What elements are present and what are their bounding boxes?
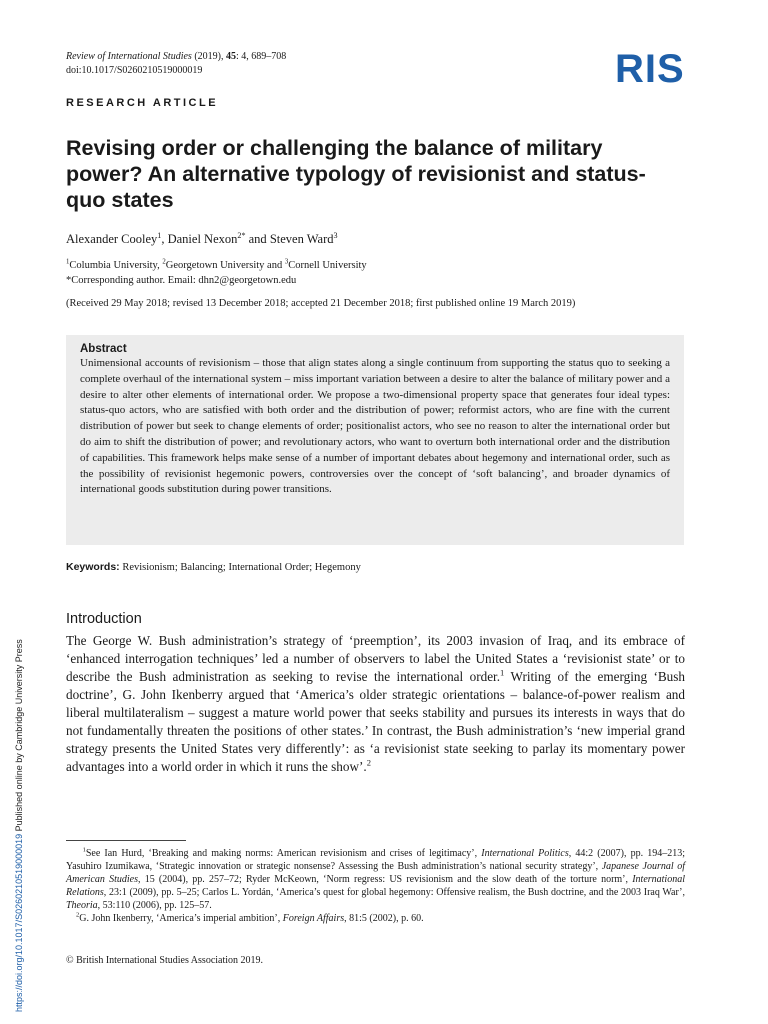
doi-link[interactable]: https://doi.org/10.1017/S0260210519000019 — [14, 833, 24, 1012]
journal-volume: 45 — [225, 51, 236, 62]
received-dates: (Received 29 May 2018; revised 13 December 2018; accepted 21 December 2018; first published online 19 March 2019) — [66, 298, 576, 309]
abstract-box — [66, 335, 684, 545]
footnote-ref[interactable]: 1 — [500, 667, 505, 678]
journal-doi: doi:10.1017/S0260210519000019 — [66, 65, 203, 76]
introduction-paragraph: The George W. Bush administration’s strategy of ‘preemption’, its 2003 invasion of Iraq, and its embrace of ‘enhanced interrogation techniques’ led a number of observers to label the United States a ‘revisionist state’ or to describe the Bush administration as seeking to revise the international order.$^1$ Writing of the emerging ‘Bush doctrine’, G. John Ikenberry argued that ‘America’s older strategic orientations – balance-of-power realism and liberal multilateralism – suggest a mature world power that seeks stability and pursues its interests in ways that do not fundamentally threaten the positions of other states.’ In contrast, the Bush administration’s ‘new imperial grand strategy presents the United States very differently’: as ‘a revisionist state seeking to parlay its momentary power advantages into a world order in which it runs the show’.$^2$ — [66, 633, 685, 774]
journal-citation — [66, 50, 286, 78]
journal-logo: RIS — [615, 47, 685, 91]
author-name: Alexander Cooley — [66, 232, 158, 246]
keywords — [66, 561, 361, 573]
article-type-label: RESEARCH ARTICLE — [66, 97, 219, 109]
footnote-divider — [66, 840, 186, 841]
footnotes — [66, 847, 685, 925]
abstract-text: Unimensional accounts of revisionism – those that align states along a single continuum from supporting the status quo to seeking a complete overhaul of the international system – miss important variation between a desire to alter the balance of military power and a desire to alter other elements of international order. We propose a two-dimensional property space that generates four ideal types: status-quo actors, who are satisfied with both order and the distribution of power; reformist actors, who are fine with the current distribution of power but seek to change elements of order; positionalist actors, who see no reason to alter the international order but do aim to shift the distribution of power; and revolutionary actors, who want to overturn both international order and the distribution of capabilities. This framework helps make sense of a number of important debates about hegemony and international order, such as the possibility of revisionist hegemonic powers, controversies over the concept of ‘soft balancing’, and broader dynamics of international goods substitution during power transitions. — [80, 357, 670, 496]
affiliations — [66, 258, 367, 288]
copyright-notice: © British International Studies Association 2019. — [66, 955, 264, 966]
affiliation-line: $^1$Columbia University, $^2$Georgetown University and $^3$Cornell University — [66, 258, 367, 271]
journal-name: Review of International Studies — [66, 51, 192, 62]
keywords-list: Revisionism; Balancing; International Order; Hegemony — [119, 562, 361, 573]
author-name: Steven Ward — [269, 232, 334, 246]
corresponding-author: *Corresponding author. Email: dhn2@georgetown.edu — [66, 275, 297, 286]
side-publication-note: https://doi.org/10.1017/S0260210519000019 Published online by Cambridge University Press — [14, 639, 24, 1012]
keywords-label: Keywords: — [66, 561, 120, 573]
author-list: Alexander Cooley$^1$, Daniel Nexon$^{2*}$ and Steven Ward$^3$ — [66, 230, 338, 246]
author-name: Daniel Nexon — [167, 232, 238, 246]
footnote-1: $^1$See Ian Hurd, ‘Breaking and making norms: American revisionism and crises of legitimacy’, International Politics, 44:2 (2007), pp. 194–213; Yasuhiro Izumikawa, ‘Strategic innovation or strategic nonsense? Assessing the Bush administration’s national security strategy’, Japanese Journal of American Studies, 15 (2004), pp. 257–72; Ryder McKeown, ‘Norm regress: US revisionism and the slow death of the torture norm’, International Relations, 23:1 (2009), pp. 5–25; Carlos L. Yordán, ‘America’s quest for global hegemony: Offensive realism, the Bush doctrine, and the 2003 Iraq War’, Theoria, 53:110 (2006), pp. 125–57. — [66, 846, 686, 911]
article-title: Revising order or challenging the balance of military power? An alternative typology of revisionist and status-quo states — [66, 136, 646, 212]
footnote-ref[interactable]: 2 — [366, 757, 371, 768]
section-heading-introduction: Introduction — [66, 611, 142, 627]
footnote-2: $^2$G. John Ikenberry, ‘America’s imperial ambition’, Foreign Affairs, 81:5 (2002), p. 60. — [76, 911, 424, 924]
abstract-heading: Abstract — [80, 343, 127, 355]
journal-line: Review of International Studies (2019), 45: 4, 689–708 — [66, 51, 287, 62]
